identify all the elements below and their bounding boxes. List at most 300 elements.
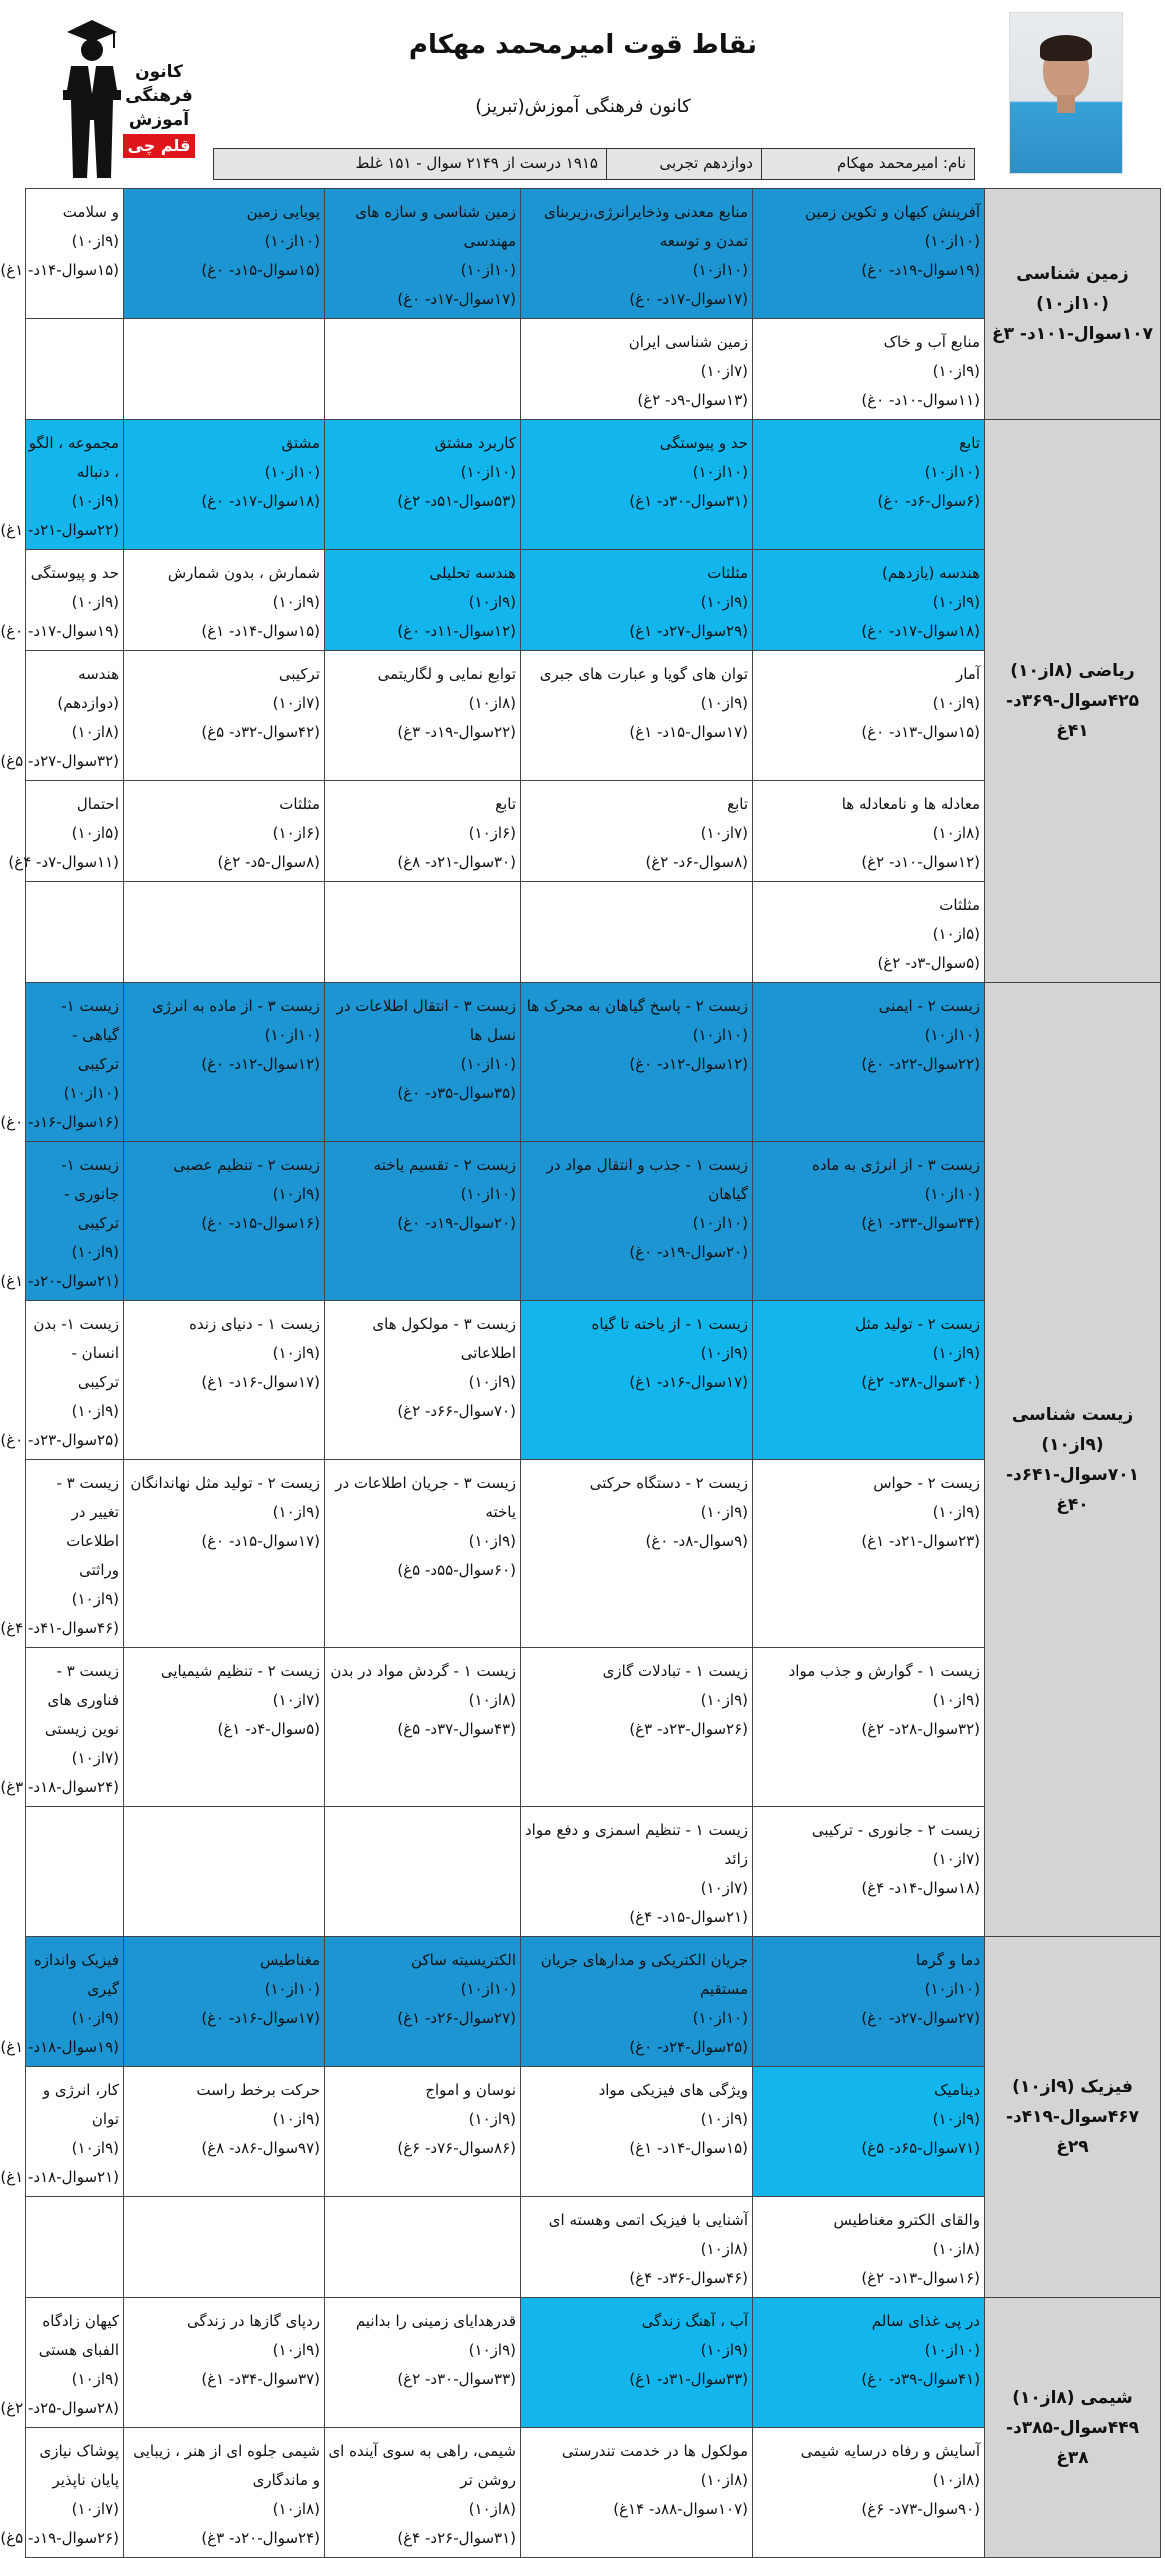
topic-name: زیست ۱ - جذب و انتقال مواد در گیاهان <box>546 1156 748 1203</box>
topic-cell <box>325 189 521 319</box>
topic-cell <box>325 2428 521 2558</box>
topic-cell <box>753 882 985 983</box>
topic-cell <box>325 2197 521 2298</box>
topic-score: (۱۰از۱۰) <box>924 2341 980 2359</box>
topic-name: در پی غذای سالم <box>871 2312 980 2330</box>
topic-score: (۷از۱۰) <box>272 1691 320 1709</box>
topic-score: (۱۰از۱۰) <box>692 2009 748 2027</box>
topic-stats: (۱۱سوال-۷د- ۴غ) <box>8 853 119 871</box>
topic-score: (۹از۱۰) <box>272 1344 320 1362</box>
topic-stats: (۱۳سوال-۹د- ۲غ) <box>637 391 748 409</box>
topic-stats: (۱۰۷سوال-۸۸د- ۱۴غ) <box>613 2500 748 2518</box>
topic-stats: (۱۸سوال-۱۷د- ۰غ) <box>861 622 980 640</box>
topic-score: (۱۰از۱۰) <box>692 1026 748 1044</box>
topic-stats: (۱۲سوال-۱۲د- ۰غ) <box>201 1055 320 1073</box>
topic-score: (۵از۱۰) <box>71 824 119 842</box>
topic-score: (۹از۱۰) <box>71 1243 119 1261</box>
student-grade: دوازدهم تجربی <box>606 149 761 179</box>
topic-cell <box>124 651 325 781</box>
topic-cell <box>325 1460 521 1648</box>
topic-stats: (۲۲سوال-۲۲د- ۰غ) <box>861 1055 980 1073</box>
topic-name: زیست ۱- گیاهی - ترکیبی <box>61 997 119 1073</box>
topic-score: (۹از۱۰) <box>700 2341 748 2359</box>
topic-score: (۱۰از۱۰) <box>692 1214 748 1232</box>
topic-stats: (۱۸سوال-۱۴د- ۴غ) <box>861 1879 980 1897</box>
topic-stats: (۷۰سوال-۶۶د- ۲غ) <box>397 1402 516 1420</box>
topic-stats: (۹۰سوال-۷۳د- ۶غ) <box>861 2500 980 2518</box>
topic-stats: (۲۶سوال-۱۹د- ۵غ) <box>0 2529 119 2547</box>
topic-stats: (۲۴سوال-۲۰د- ۳غ) <box>201 2529 320 2547</box>
topic-name: کار، انرژی و توان <box>42 2081 119 2128</box>
topic-cell <box>753 550 985 651</box>
topic-name: زیست ۲ - تولید مثل نهاندانگان <box>130 1474 320 1492</box>
topic-cell <box>124 882 325 983</box>
topic-score: (۹از۱۰) <box>700 694 748 712</box>
topic-score: (۹از۱۰) <box>272 593 320 611</box>
topic-stats: (۲۷سوال-۲۷د- ۰غ) <box>861 2009 980 2027</box>
topic-stats: (۱۹سوال-۱۷د- ۰غ) <box>0 622 119 640</box>
topic-cell <box>26 1807 124 1937</box>
graduate-mascot-icon <box>61 10 123 180</box>
topic-stats: (۱۶سوال-۱۵د- ۰غ) <box>201 1214 320 1232</box>
topic-score: (۸از۱۰) <box>700 2240 748 2258</box>
table-row <box>26 983 1161 1142</box>
topic-name: ترکیبی <box>278 665 320 683</box>
topic-cell <box>521 189 753 319</box>
topic-name: منابع معدنی وذخایرانرژی،زیربنای تمدن و توسعه <box>543 203 748 250</box>
topic-name: قدرهدایای زمینی را بدانیم <box>355 2312 516 2330</box>
topic-score: (۷از۱۰) <box>272 694 320 712</box>
topic-stats: (۵۳سوال-۵۱د- ۲غ) <box>397 492 516 510</box>
topic-name: شمارش ، بدون شمارش <box>167 564 320 582</box>
topic-stats: (۳۰سوال-۲۱د- ۸غ) <box>397 853 516 871</box>
topic-score: (۹از۱۰) <box>272 2341 320 2359</box>
topic-name: زیست ۱- جانوری - ترکیبی <box>61 1156 119 1232</box>
topic-cell <box>521 1460 753 1648</box>
topic-score: (۹از۱۰) <box>71 1590 119 1608</box>
student-photo <box>1009 12 1123 174</box>
topic-cell <box>124 2197 325 2298</box>
topic-cell <box>124 550 325 651</box>
topic-stats: (۳۴سوال-۳۳د- ۱غ) <box>861 1214 980 1232</box>
topic-name: زیست ۲ - تولید مثل <box>855 1315 980 1333</box>
topic-stats: (۴۶سوال-۴۱د- ۴غ) <box>0 1619 119 1637</box>
topic-cell <box>521 2197 753 2298</box>
topic-score: (۹از۱۰) <box>71 492 119 510</box>
topic-cell <box>0 1301 124 1460</box>
topic-name: آفرینش کیهان و تکوین زمین <box>805 203 980 221</box>
topic-stats: (۱۷سوال-۱۵د- ۰غ) <box>201 1532 320 1550</box>
topic-score: (۷از۱۰) <box>71 1749 119 1767</box>
topic-score: (۱۰از۱۰) <box>460 1055 516 1073</box>
topic-cell <box>0 651 124 781</box>
topic-name: پوشاک نیازی پایان ناپذیر <box>39 2442 119 2489</box>
topic-name: دینامیک <box>934 2081 980 2099</box>
topic-cell <box>26 319 124 420</box>
topic-name: حرکت برخط راست <box>196 2081 320 2099</box>
page-title: نقاط قوت امیرمحمد مهکام <box>408 30 758 60</box>
topic-cell <box>26 882 124 983</box>
topic-stats: (۹۷سوال-۸۶د- ۸غ) <box>201 2139 320 2157</box>
topic-cell <box>8 781 124 882</box>
topic-cell <box>0 420 124 550</box>
topic-cell <box>0 2298 124 2428</box>
topic-score: (۱۰از۱۰) <box>264 463 320 481</box>
topic-name: هندسه (یازدهم) <box>882 564 980 582</box>
topic-score: (۹از۱۰) <box>71 232 119 250</box>
topic-name: زیست ۲ - ایمنی <box>878 997 980 1015</box>
topic-score: (۸از۱۰) <box>932 824 980 842</box>
topic-stats: (۲۱سوال-۱۵د- ۴غ) <box>629 1908 748 1926</box>
topic-stats: (۳۲سوال-۲۷د- ۵غ) <box>0 752 119 770</box>
topic-name: حد و پیوستگی <box>659 434 748 452</box>
page-subtitle: کانون فرهنگی آموزش(تبریز) <box>475 96 691 117</box>
topic-name: مثلثات <box>279 795 320 813</box>
topic-score: (۱۰از۱۰) <box>924 1980 980 1998</box>
topic-cell <box>325 983 521 1142</box>
topic-name: زیست ۱ - گردش مواد در بدن <box>330 1662 516 1680</box>
topic-name: تابع <box>495 795 516 813</box>
topic-cell <box>325 1807 521 1937</box>
topic-name: آمار <box>955 665 980 683</box>
topic-cell <box>124 1648 325 1807</box>
topic-stats: (۴۶سوال-۳۶د- ۴غ) <box>629 2269 748 2287</box>
topic-cell <box>325 1648 521 1807</box>
topic-stats: (۳۲سوال-۲۸د- ۲غ) <box>861 1720 980 1738</box>
topic-cell <box>753 651 985 781</box>
topic-score: (۹از۱۰) <box>932 1691 980 1709</box>
topic-stats: (۱۵سوال-۱۴د- ۱غ) <box>201 622 320 640</box>
topic-stats: (۱۹سوال-۱۹د- ۰غ) <box>861 261 980 279</box>
logo-line-2: فرهنگی <box>125 86 193 106</box>
topic-cell <box>325 2298 521 2428</box>
topic-score: (۹از۱۰) <box>272 1185 320 1203</box>
topic-stats: (۲۰سوال-۱۹د- ۰غ) <box>629 1243 748 1261</box>
topic-name: ردپای گازها در زندگی <box>186 2312 320 2330</box>
topic-name: مشتق <box>281 434 320 452</box>
topic-name: زیست ۱ - گوارش و جذب مواد <box>788 1662 980 1680</box>
topic-stats: (۲۵سوال-۲۴د- ۰غ) <box>629 2038 748 2056</box>
topic-name: مجموعه ، الگو ، دنباله <box>28 434 119 481</box>
topic-stats: (۱۸سوال-۱۷د- ۰غ) <box>201 492 320 510</box>
topic-cell <box>325 1142 521 1301</box>
topic-name: حد و پیوستگی <box>30 564 119 582</box>
topic-cell <box>521 1142 753 1301</box>
topic-name: کاربرد مشتق <box>434 434 516 452</box>
topic-score: (۱۰از۱۰) <box>264 1026 320 1044</box>
topic-name: زیست ۱ - از یاخته تا گیاه <box>591 1315 748 1333</box>
topic-name: آسایش و رفاه درسایه شیمی <box>800 2442 980 2460</box>
topic-score: (۹از۱۰) <box>71 2370 119 2388</box>
topic-score: (۸از۱۰) <box>932 2471 980 2489</box>
topic-name: والقای الکترو مغناطیس <box>833 2211 980 2229</box>
topic-score: (۱۰از۱۰) <box>924 1185 980 1203</box>
topic-score: (۸از۱۰) <box>468 2500 516 2518</box>
topic-stats: (۲۹سوال-۲۷د- ۱غ) <box>629 622 748 640</box>
topic-name: مغناطیس <box>260 1951 320 1969</box>
topic-stats: (۱۲سوال-۱۲د- ۰غ) <box>629 1055 748 1073</box>
topic-cell <box>521 882 753 983</box>
topic-score: (۷از۱۰) <box>700 824 748 842</box>
topic-score: (۹از۱۰) <box>932 694 980 712</box>
topic-name: پویایی زمین <box>246 203 320 221</box>
topic-score: (۹از۱۰) <box>272 1503 320 1521</box>
topic-stats: (۴۰سوال-۳۸د- ۲غ) <box>861 1373 980 1391</box>
topic-cell <box>124 1937 325 2067</box>
topic-name: فیزیک واندازه گیری <box>33 1951 119 1998</box>
topic-score: (۱۰از۱۰) <box>460 261 516 279</box>
topic-cell <box>753 781 985 882</box>
topic-name: معادله ها و نامعادله ها <box>841 795 980 813</box>
logo-line-3: آموزش <box>128 110 190 130</box>
topic-stats: (۱۷سوال-۱۷د- ۰غ) <box>397 290 516 308</box>
topic-name: زیست ۳ - جریان اطلاعات در یاخته <box>335 1474 516 1521</box>
topic-cell <box>521 651 753 781</box>
topic-name: شیمی، راهی به سوی آینده ای روشن تر <box>328 2442 516 2489</box>
topic-stats: (۱۶سوال-۱۳د- ۲غ) <box>861 2269 980 2287</box>
topic-name: نوسان و امواج <box>425 2081 516 2099</box>
topic-cell <box>753 1460 985 1648</box>
topic-cell <box>0 1142 124 1301</box>
topic-stats: (۱۱سوال-۱۰د- ۰غ) <box>861 391 980 409</box>
topic-stats: (۹سوال-۸د- ۰غ) <box>645 1532 748 1550</box>
topic-cell <box>124 1142 325 1301</box>
topic-stats: (۳۳سوال-۳۰د- ۲غ) <box>397 2370 516 2388</box>
topic-name: زیست ۲ - تنظیم عصبی <box>173 1156 320 1174</box>
topic-score: (۹از۱۰) <box>468 2110 516 2128</box>
topic-cell <box>521 1807 753 1937</box>
topic-score: (۹از۱۰) <box>700 2110 748 2128</box>
logo-line-1: کانون <box>135 62 183 82</box>
topic-score: (۱۰از۱۰) <box>460 463 516 481</box>
topic-stats: (۱۵سوال-۱۴د- ۱غ) <box>0 261 119 279</box>
topic-score: (۸از۱۰) <box>468 694 516 712</box>
topic-cell <box>325 651 521 781</box>
table-row <box>26 2298 1161 2428</box>
topic-cell <box>0 2067 124 2197</box>
topic-cell <box>325 550 521 651</box>
topic-name: زمین شناسی ایران <box>628 333 748 351</box>
topic-stats: (۱۷سوال-۱۶د- ۰غ) <box>201 2009 320 2027</box>
topic-score: (۹از۱۰) <box>932 362 980 380</box>
topic-cell <box>0 189 124 319</box>
topic-stats: (۳۱سوال-۳۰د- ۱غ) <box>629 492 748 510</box>
topic-stats: (۱۵سوال-۱۳د- ۰غ) <box>861 723 980 741</box>
topic-name: زمین شناسی و سازه های مهندسی <box>355 203 516 250</box>
topic-stats: (۲۲سوال-۲۱د- ۱غ) <box>0 521 119 539</box>
topic-name: زیست ۳ - فناوری های نوین زیستی <box>44 1662 119 1738</box>
topic-stats: (۲۸سوال-۲۵د- ۲غ) <box>0 2399 119 2417</box>
topic-stats: (۱۷سوال-۱۶د- ۱غ) <box>201 1373 320 1391</box>
topic-cell <box>124 983 325 1142</box>
topic-cell <box>124 781 325 882</box>
topic-score: (۱۰از۱۰) <box>264 1980 320 1998</box>
topic-score: (۹از۱۰) <box>468 2341 516 2359</box>
topic-score: (۵از۱۰) <box>932 925 980 943</box>
topic-score: (۹از۱۰) <box>932 1503 980 1521</box>
topic-cell <box>521 781 753 882</box>
topic-cell <box>325 1301 521 1460</box>
topic-name: دما و گرما <box>915 1951 980 1969</box>
topic-score: (۹از۱۰) <box>700 1691 748 1709</box>
topic-name: زیست ۲ - حواس <box>873 1474 980 1492</box>
topic-score: (۹از۱۰) <box>272 2110 320 2128</box>
topic-stats: (۲۴سوال-۱۸د- ۳غ) <box>0 1778 119 1796</box>
topic-name: ویژگی های فیزیکی مواد <box>598 2081 748 2099</box>
topic-score: (۹از۱۰) <box>71 2139 119 2157</box>
topic-cell <box>124 2428 325 2558</box>
subject-label: شیمی (۸از۱۰) ۴۴۹سوال-۳۸۵د- ۳۸غ <box>985 2298 1161 2558</box>
topic-name: زیست ۲ - تقسیم یاخته <box>373 1156 516 1174</box>
topic-stats: (۴۱سوال-۳۹د- ۰غ) <box>861 2370 980 2388</box>
topic-cell <box>753 1937 985 2067</box>
topic-cell <box>325 1937 521 2067</box>
topic-name: تابع <box>727 795 748 813</box>
topic-name: احتمال <box>76 795 119 813</box>
topic-name: زیست ۳ - انتقال اطلاعات در نسل ها <box>336 997 516 1044</box>
topic-cell <box>124 1460 325 1648</box>
topic-cell <box>521 2067 753 2197</box>
topic-name: تابع <box>959 434 980 452</box>
topic-cell <box>0 1937 124 2067</box>
topic-name: زیست ۲ - دستگاه حرکتی <box>589 1474 748 1492</box>
topic-score: (۷از۱۰) <box>700 1879 748 1897</box>
topic-cell <box>325 882 521 983</box>
topic-cell <box>521 1937 753 2067</box>
topic-score: (۱۰از۱۰) <box>63 1084 119 1102</box>
topic-score: (۸از۱۰) <box>700 2471 748 2489</box>
topic-cell <box>521 550 753 651</box>
topic-name: زیست ۳ - از انرژی به ماده <box>812 1156 980 1174</box>
topic-score: (۹از۱۰) <box>700 593 748 611</box>
topic-stats: (۵سوال-۴د- ۱غ) <box>217 1720 320 1738</box>
logo-badge: قلم چی <box>123 134 195 158</box>
topic-stats: (۶۰سوال-۵۵د- ۵غ) <box>397 1561 516 1579</box>
topic-score: (۹از۱۰) <box>71 1402 119 1420</box>
topic-score: (۶از۱۰) <box>272 824 320 842</box>
topic-name: توان های گویا و عبارت های جبری <box>539 665 748 683</box>
topic-cell <box>0 1648 124 1807</box>
table-row <box>26 1937 1161 2067</box>
topic-name: زیست ۲ - تنظیم شیمیایی <box>160 1662 320 1680</box>
topic-cell <box>521 1648 753 1807</box>
topic-stats: (۳۷سوال-۳۴د- ۱غ) <box>201 2370 320 2388</box>
topic-cell <box>753 1142 985 1301</box>
topic-cell <box>0 1460 124 1648</box>
topic-name: زیست ۳ - تغییر در اطلاعات وراثتی <box>56 1474 119 1579</box>
topic-cell <box>753 1648 985 1807</box>
topic-stats: (۸سوال-۶د- ۲غ) <box>645 853 748 871</box>
topic-name: زیست ۳ - از ماده به انرژی <box>152 997 320 1015</box>
topic-name: هندسه (دوازدهم) <box>57 665 119 712</box>
topic-cell <box>325 2067 521 2197</box>
topic-stats: (۳۳سوال-۳۱د- ۱غ) <box>629 2370 748 2388</box>
topic-score: (۶از۱۰) <box>468 824 516 842</box>
topic-cell <box>753 420 985 550</box>
topic-score: (۸از۱۰) <box>71 723 119 741</box>
topic-cell <box>26 2197 124 2298</box>
topic-score: (۹از۱۰) <box>468 1532 516 1550</box>
topic-score: (۸از۱۰) <box>468 1691 516 1709</box>
topic-cell <box>124 1301 325 1460</box>
topic-name: کیهان زادگاه الفبای هستی <box>38 2312 119 2359</box>
topic-name: شیمی جلوه ای از هنر ، زیبایی و ماندگاری <box>133 2442 320 2489</box>
topic-score: (۹از۱۰) <box>71 593 119 611</box>
topic-name: زیست ۱ - دنیای زنده <box>189 1315 320 1333</box>
topic-stats: (۶سوال-۶د- ۰غ) <box>877 492 980 510</box>
subject-label: زیست شناسی (۹از۱۰) ۷۰۱سوال-۶۴۱د- ۴۰غ <box>985 983 1161 1937</box>
topic-stats: (۸۶سوال-۷۶د- ۶غ) <box>397 2139 516 2157</box>
topic-stats: (۲۳سوال-۲۱د- ۱غ) <box>861 1532 980 1550</box>
topic-stats: (۷۱سوال-۶۵د- ۵غ) <box>861 2139 980 2157</box>
topic-cell <box>753 1807 985 1937</box>
topic-score: (۹از۱۰) <box>932 2110 980 2128</box>
table-row <box>26 420 1161 550</box>
topic-score: (۱۰از۱۰) <box>924 232 980 250</box>
topic-stats: (۱۷سوال-۱۵د- ۱غ) <box>629 723 748 741</box>
topic-cell <box>124 2298 325 2428</box>
subject-label: فیزیک (۹از۱۰) ۴۶۷سوال-۴۱۹د- ۲۹غ <box>985 1937 1161 2298</box>
topic-cell <box>325 319 521 420</box>
topic-stats: (۲۲سوال-۱۹د- ۳غ) <box>397 723 516 741</box>
topic-stats: (۱۵سوال-۱۴د- ۱غ) <box>629 2139 748 2157</box>
topic-cell <box>753 1301 985 1460</box>
topic-name: مثلثات <box>707 564 748 582</box>
topic-stats: (۱۲سوال-۱۰د- ۲غ) <box>861 853 980 871</box>
topic-score: (۱۰از۱۰) <box>460 1185 516 1203</box>
topic-score: (۱۰از۱۰) <box>264 232 320 250</box>
topic-cell <box>753 189 985 319</box>
kanoon-logo <box>61 10 201 180</box>
topic-name: آب ، آهنگ زندگی <box>641 2312 748 2330</box>
topic-stats: (۳۱سوال-۲۶د- ۴غ) <box>397 2529 516 2547</box>
topic-cell <box>753 2067 985 2197</box>
strengths-table <box>0 188 1161 2558</box>
topic-cell <box>124 2067 325 2197</box>
topic-cell <box>0 983 124 1142</box>
topic-score: (۹از۱۰) <box>468 593 516 611</box>
topic-stats: (۱۵سوال-۱۵د- ۰غ) <box>201 261 320 279</box>
topic-cell <box>753 2197 985 2298</box>
topic-cell <box>325 420 521 550</box>
topic-stats: (۴۲سوال-۳۲د- ۵غ) <box>201 723 320 741</box>
topic-stats: (۲۱سوال-۲۰د- ۱غ) <box>0 1272 119 1290</box>
topic-name: زیست ۳ - مولکول های اطلاعاتی <box>372 1315 516 1362</box>
topic-stats: (۲۱سوال-۱۸د- ۱غ) <box>0 2168 119 2186</box>
topic-stats: (۱۶سوال-۱۶د- ۰غ) <box>0 1113 119 1131</box>
topic-score: (۹از۱۰) <box>932 1344 980 1362</box>
topic-stats: (۱۹سوال-۱۸د- ۱غ) <box>0 2038 119 2056</box>
topic-name: زیست ۲ - جانوری - ترکیبی <box>811 1821 980 1839</box>
topic-stats: (۵سوال-۳د- ۲غ) <box>877 954 980 972</box>
topic-name: زیست ۱- بدن انسان - ترکیبی <box>33 1315 119 1391</box>
topic-name: جریان الکتریکی و مدارهای جریان مستقیم <box>540 1951 748 1998</box>
subject-label: زمین شناسی (۱۰از۱۰) ۱۰۷سوال-۱۰۱د- ۳غ <box>985 189 1161 420</box>
topic-stats: (۱۷سوال-۱۶د- ۱غ) <box>629 1373 748 1391</box>
topic-score: (۷از۱۰) <box>700 362 748 380</box>
topic-name: زیست ۱ - تنظیم اسمزی و دفع مواد زائد <box>524 1821 748 1868</box>
topic-stats: (۲۰سوال-۱۹د- ۰غ) <box>397 1214 516 1232</box>
topic-stats: (۲۶سوال-۲۳د- ۳غ) <box>629 1720 748 1738</box>
subject-label: ریاضی (۸از۱۰) ۴۲۵سوال-۳۶۹د- ۴۱غ <box>985 420 1161 983</box>
topic-name: مثلثات <box>939 896 980 914</box>
topic-name: الکتریسیته ساکن <box>411 1951 516 1969</box>
topic-name: و سلامت <box>62 203 119 221</box>
topic-cell <box>0 550 124 651</box>
topic-score: (۷از۱۰) <box>932 1850 980 1868</box>
topic-cell <box>124 189 325 319</box>
topic-cell <box>521 319 753 420</box>
